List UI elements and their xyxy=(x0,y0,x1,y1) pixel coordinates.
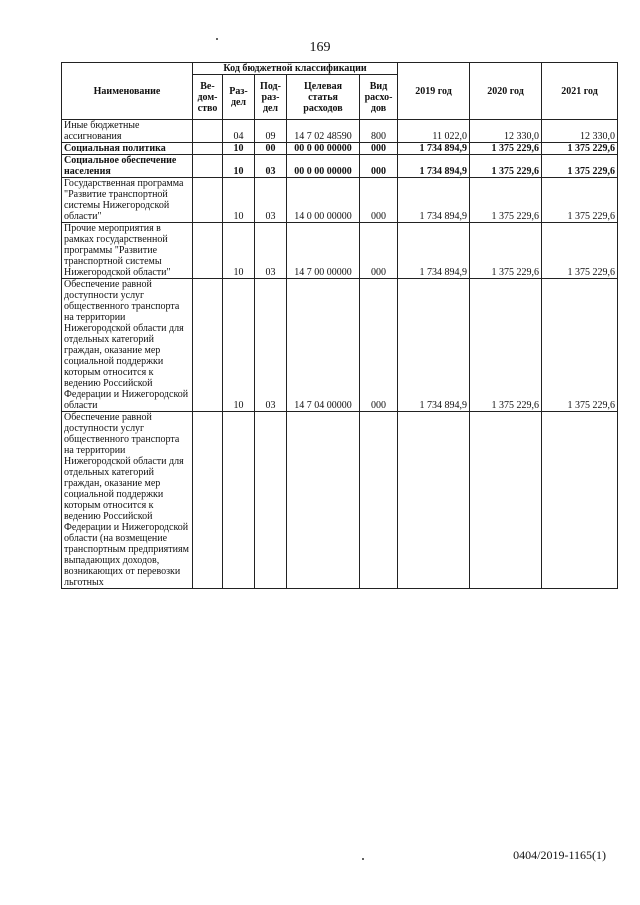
row-2019: 1 734 894,9 xyxy=(398,155,470,178)
table-row xyxy=(62,143,618,155)
header-row-group xyxy=(62,63,618,75)
document-code: 0404/2019-1165(1) xyxy=(513,848,606,862)
table-row xyxy=(62,155,618,178)
row-name: Государственная программа "Развитие транспортной системы Нижегородской области" xyxy=(62,178,193,223)
row-tselevaya xyxy=(287,412,360,589)
row-2019: 11 022,0 xyxy=(398,120,470,143)
row-podrazdel: 03 xyxy=(255,279,287,412)
row-podrazdel: 03 xyxy=(255,178,287,223)
row-podrazdel: 00 xyxy=(255,143,287,155)
row-name: Иные бюджетные ассигнования xyxy=(62,120,193,143)
row-2020: 1 375 229,6 xyxy=(470,143,542,155)
row-vid: 000 xyxy=(360,143,398,155)
row-vedomstvo xyxy=(193,412,223,589)
row-tselevaya: 14 7 04 00000 xyxy=(287,279,360,412)
row-razdel: 10 xyxy=(223,279,255,412)
row-2019: 1 734 894,9 xyxy=(398,279,470,412)
header-razdel: Раз- дел xyxy=(223,75,255,120)
row-2020: 1 375 229,6 xyxy=(470,155,542,178)
page-number: 169 xyxy=(309,40,331,55)
row-2020 xyxy=(470,412,542,589)
row-2021: 12 330,0 xyxy=(542,120,618,143)
row-podrazdel xyxy=(255,412,287,589)
row-name: Обеспечение равной доступности услуг общественного транспорта на территории Нижегородской области для отдельных категорий граждан, оказание мер социальной поддержки которым относится к ведению Российской Федерации и Нижегородской области (на возмещение транспортным предприятиям выпадающих доходов, возникающих от перевозки льготных xyxy=(62,412,193,589)
row-razdel: 10 xyxy=(223,143,255,155)
row-razdel: 04 xyxy=(223,120,255,143)
header-2019: 2019 год xyxy=(398,63,470,120)
row-name: Социальное обеспечение населения xyxy=(62,155,193,178)
header-2020: 2020 год xyxy=(470,63,542,120)
row-razdel xyxy=(223,412,255,589)
row-vid: 000 xyxy=(360,223,398,279)
header-podrazdel: Под- раз- дел xyxy=(255,75,287,120)
row-vedomstvo xyxy=(193,155,223,178)
row-podrazdel: 09 xyxy=(255,120,287,143)
table-row xyxy=(62,120,618,143)
row-2019: 1 734 894,9 xyxy=(398,223,470,279)
row-2019 xyxy=(398,412,470,589)
row-2021: 1 375 229,6 xyxy=(542,178,618,223)
row-razdel: 10 xyxy=(223,155,255,178)
row-2019: 1 734 894,9 xyxy=(398,143,470,155)
row-tselevaya: 14 0 00 00000 xyxy=(287,178,360,223)
row-vid: 000 xyxy=(360,279,398,412)
row-2020: 12 330,0 xyxy=(470,120,542,143)
table-row xyxy=(62,412,618,589)
row-2021: 1 375 229,6 xyxy=(542,155,618,178)
header-vedomstvo: Ве- дом- ство xyxy=(193,75,223,120)
row-vedomstvo xyxy=(193,178,223,223)
row-name: Социальная политика xyxy=(62,143,193,155)
scan-speck xyxy=(362,858,364,860)
row-2020: 1 375 229,6 xyxy=(470,223,542,279)
row-podrazdel: 03 xyxy=(255,155,287,178)
row-name: Прочие мероприятия в рамках государственной программы "Развитие транспортной системы Нижегородской области" xyxy=(62,223,193,279)
row-vedomstvo xyxy=(193,279,223,412)
row-vid xyxy=(360,412,398,589)
row-vedomstvo xyxy=(193,223,223,279)
row-tselevaya: 14 7 00 00000 xyxy=(287,223,360,279)
row-2020: 1 375 229,6 xyxy=(470,279,542,412)
row-2021: 1 375 229,6 xyxy=(542,279,618,412)
row-2021: 1 375 229,6 xyxy=(542,223,618,279)
row-podrazdel: 03 xyxy=(255,223,287,279)
table-row xyxy=(62,223,618,279)
row-2021: 1 375 229,6 xyxy=(542,143,618,155)
row-2019: 1 734 894,9 xyxy=(398,178,470,223)
header-vid: Вид расхо- дов xyxy=(360,75,398,120)
header-tselevaya: Целевая статья расходов xyxy=(287,75,360,120)
row-vedomstvo xyxy=(193,143,223,155)
row-tselevaya: 14 7 02 48590 xyxy=(287,120,360,143)
row-tselevaya: 00 0 00 00000 xyxy=(287,143,360,155)
header-code-group: Код бюджетной классификации xyxy=(193,63,398,75)
table-row xyxy=(62,279,618,412)
row-vid: 800 xyxy=(360,120,398,143)
budget-table xyxy=(61,62,618,589)
row-razdel: 10 xyxy=(223,223,255,279)
row-tselevaya: 00 0 00 00000 xyxy=(287,155,360,178)
row-vid: 000 xyxy=(360,155,398,178)
row-vedomstvo xyxy=(193,120,223,143)
row-2020: 1 375 229,6 xyxy=(470,178,542,223)
row-razdel: 10 xyxy=(223,178,255,223)
row-vid: 000 xyxy=(360,178,398,223)
row-name: Обеспечение равной доступности услуг общественного транспорта на территории Нижегородской области для отдельных категорий граждан, оказание мер социальной поддержки которым относится к ведению Российской Федерации и Нижегородской области xyxy=(62,279,193,412)
row-2021 xyxy=(542,412,618,589)
table-row xyxy=(62,178,618,223)
header-2021: 2021 год xyxy=(542,63,618,120)
scan-speck xyxy=(216,38,218,40)
header-name: Наименование xyxy=(62,63,193,120)
